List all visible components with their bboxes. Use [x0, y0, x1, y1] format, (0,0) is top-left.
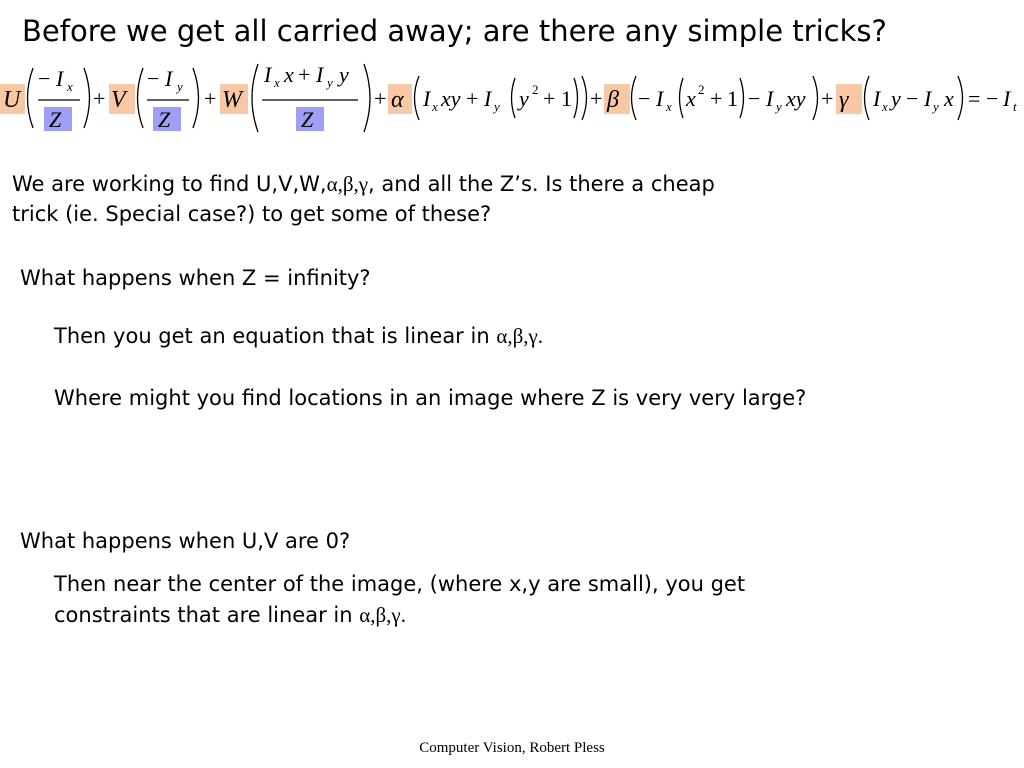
optical-flow-equation — [0, 58, 1024, 138]
question-uv-zero: What happens when U,V are 0? — [20, 529, 351, 553]
svg-text:Z: Z — [158, 107, 171, 132]
svg-text:V: V — [111, 87, 126, 113]
svg-text:y: y — [327, 75, 333, 90]
svg-text:x: x — [274, 75, 280, 90]
svg-text:x: x — [284, 62, 294, 87]
svg-text:x: x — [882, 99, 888, 114]
svg-text:−: − — [748, 86, 761, 111]
intro-line-1: We are working to find U,V,W,α,β,γ, and all the Z’s. Is there a cheap — [12, 172, 715, 196]
svg-text:+: + — [298, 62, 311, 87]
svg-text:I: I — [924, 86, 932, 111]
svg-text:β: β — [607, 87, 619, 113]
svg-text:U: U — [3, 87, 21, 113]
svg-text:xy: xy — [441, 86, 461, 111]
svg-text:y: y — [891, 86, 901, 111]
svg-text:I: I — [56, 66, 64, 91]
answer-uv-zero-line-2: constraints that are linear in α,β,γ. — [54, 603, 406, 627]
svg-text:−: − — [906, 86, 919, 111]
svg-text:−: − — [147, 66, 160, 91]
svg-text:2: 2 — [698, 82, 705, 97]
svg-text:I: I — [316, 62, 324, 87]
svg-text:x: x — [67, 79, 73, 94]
answer-uv-zero-line-1: Then near the center of the image, (where x,y are small), you get — [54, 572, 746, 596]
svg-text:+: + — [466, 86, 479, 111]
svg-text:I: I — [656, 86, 664, 111]
svg-text:1: 1 — [727, 86, 738, 111]
svg-text:+: + — [374, 86, 387, 111]
svg-text:γ: γ — [839, 87, 849, 113]
svg-text:y: y — [776, 99, 782, 114]
question-z-infinity: What happens when Z = infinity? — [20, 266, 371, 290]
svg-text:=: = — [968, 86, 981, 111]
answer-z-infinity: Then you get an equation that is linear in α,β,γ. — [54, 324, 544, 348]
svg-text:y: y — [519, 86, 529, 111]
svg-text:+: + — [710, 86, 723, 111]
svg-text:1: 1 — [561, 86, 572, 111]
svg-text:+: + — [543, 86, 556, 111]
question-large-z-locations: Where might you find locations in an image where Z is very very large? — [54, 386, 807, 410]
svg-text:xy: xy — [786, 86, 806, 111]
svg-text:I: I — [766, 86, 774, 111]
svg-text:Z: Z — [301, 107, 314, 132]
svg-text:I: I — [1003, 86, 1011, 111]
svg-text:2: 2 — [532, 82, 539, 97]
svg-text:+: + — [821, 86, 834, 111]
svg-text:−: − — [38, 66, 51, 91]
svg-text:Z: Z — [49, 107, 62, 132]
intro-line-2: trick (ie. Special case?) to get some of these? — [12, 202, 492, 226]
svg-text:x: x — [666, 99, 672, 114]
intro-greek-vars: α,β,γ — [326, 172, 369, 196]
svg-text:I: I — [264, 62, 272, 87]
svg-text:x: x — [432, 99, 438, 114]
svg-text:I: I — [423, 86, 431, 111]
svg-text:I: I — [484, 86, 492, 111]
svg-text:x: x — [686, 86, 696, 111]
svg-text:y: y — [933, 99, 939, 114]
svg-text:x: x — [944, 86, 954, 111]
svg-text:y: y — [494, 99, 500, 114]
svg-text:+: + — [204, 86, 217, 111]
svg-text:I: I — [165, 66, 173, 91]
svg-text:y: y — [177, 79, 183, 94]
svg-text:+: + — [93, 86, 106, 111]
svg-text:+: + — [590, 86, 603, 111]
svg-text:α: α — [391, 87, 404, 113]
svg-text:I: I — [873, 86, 881, 111]
slide-title: Before we get all carried away; are there any simple tricks? — [22, 14, 887, 48]
svg-text:y: y — [339, 62, 349, 87]
footer-credit: Computer Vision, Robert Pless — [419, 740, 605, 756]
svg-text:−: − — [638, 86, 651, 111]
svg-text:t: t — [1013, 99, 1017, 114]
svg-text:W: W — [222, 87, 242, 113]
svg-text:−: − — [986, 86, 999, 111]
